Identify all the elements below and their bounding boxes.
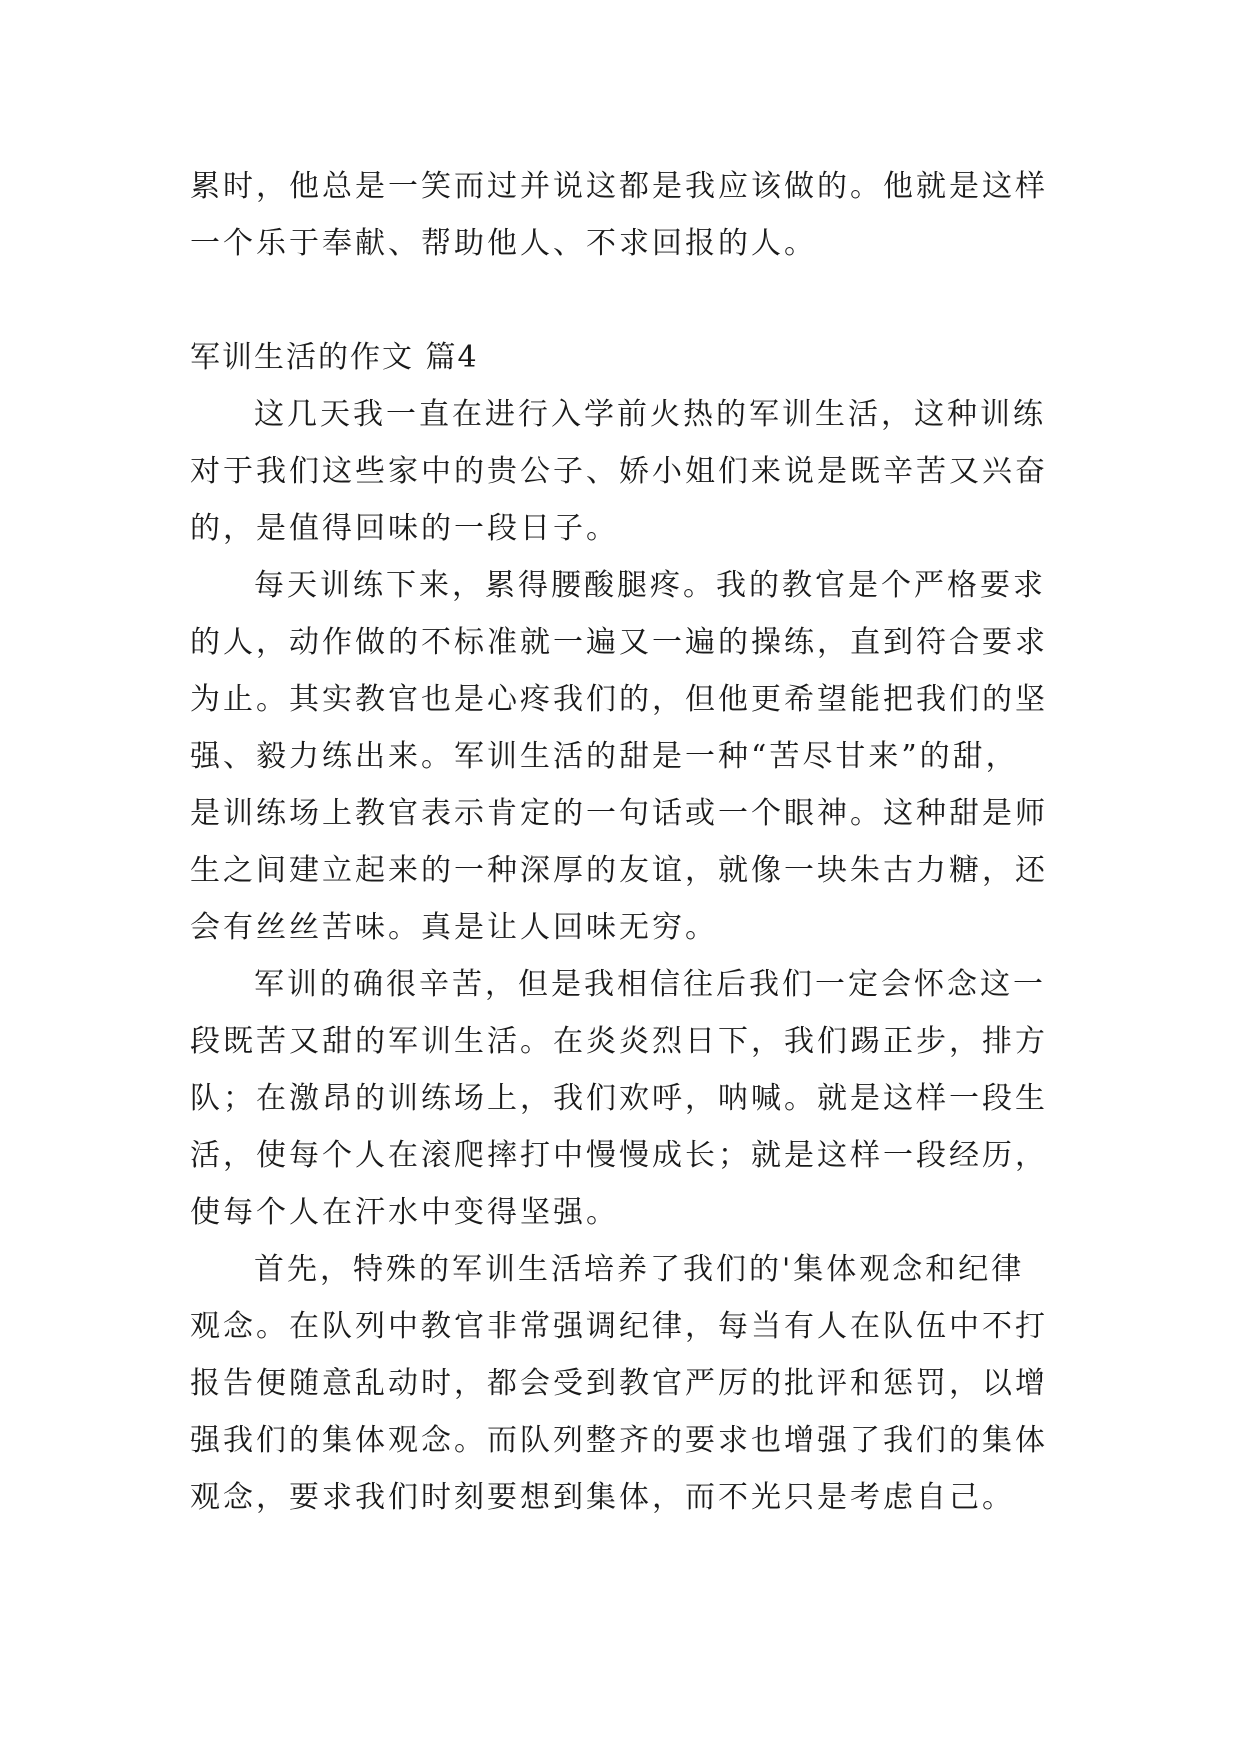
paragraph-line: 军训的确很辛苦，但是我相信往后我们一定会怀念这一 xyxy=(254,967,1046,1002)
paragraph-line: 对于我们这些家中的贵公子、娇小姐们来说是既辛苦又兴奋 xyxy=(190,454,1048,489)
document-content xyxy=(190,158,1050,1526)
paragraph-line: 首先，特殊的军训生活培养了我们的'集体观念和纪律 xyxy=(254,1252,1025,1287)
paragraph-line: 是训练场上教官表示肯定的一句话或一个眼神。这种甜是师 xyxy=(190,796,1048,831)
paragraph-line: 为止。其实教官也是心疼我们的，但他更希望能把我们的坚 xyxy=(190,682,1048,717)
paragraph-line: 观念。在队列中教官非常强调纪律，每当有人在队伍中不打 xyxy=(190,1309,1048,1344)
section-title: 军训生活的作文 篇4 xyxy=(190,340,479,375)
paragraph xyxy=(190,386,1050,557)
intro-line: 一个乐于奉献、帮助他人、不求回报的人。 xyxy=(190,226,817,261)
paragraph xyxy=(190,557,1050,956)
paragraph-line: 使每个人在汗水中变得坚强。 xyxy=(190,1195,619,1230)
paragraph-line: 观念，要求我们时刻要想到集体，而不光只是考虑自己。 xyxy=(190,1480,1015,1515)
paragraph-line: 强、毅力练出来。军训生活的甜是一种“苦尽甘来”的甜， xyxy=(190,739,1019,774)
paragraph-line: 的，是值得回味的一段日子。 xyxy=(190,511,619,546)
paragraph-line: 每天训练下来，累得腰酸腿疼。我的教官是个严格要求 xyxy=(254,568,1046,603)
paragraph-line: 这几天我一直在进行入学前火热的军训生活，这种训练 xyxy=(254,397,1046,432)
paragraph-line: 的人，动作做的不标准就一遍又一遍的操练，直到符合要求 xyxy=(190,625,1048,660)
paragraph-line: 报告便随意乱动时，都会受到教官严厉的批评和惩罚，以增 xyxy=(190,1366,1048,1401)
paragraph-line: 段既苦又甜的军训生活。在炎炎烈日下，我们踢正步，排方 xyxy=(190,1024,1048,1059)
paragraph-line: 队；在激昂的训练场上，我们欢呼，呐喊。就是这样一段生 xyxy=(190,1081,1048,1116)
paragraph xyxy=(190,956,1050,1241)
paragraph-line: 活，使每个人在滚爬摔打中慢慢成长；就是这样一段经历， xyxy=(190,1138,1048,1173)
intro-line: 累时，他总是一笑而过并说这都是我应该做的。他就是这样 xyxy=(190,169,1048,204)
spacer xyxy=(190,272,1050,329)
paragraph-line: 会有丝丝苦味。真是让人回味无穷。 xyxy=(190,910,718,945)
paragraph xyxy=(190,1241,1050,1526)
paragraph-line: 生之间建立起来的一种深厚的友谊，就像一块朱古力糖，还 xyxy=(190,853,1048,888)
paragraph-line: 强我们的集体观念。而队列整齐的要求也增强了我们的集体 xyxy=(190,1423,1048,1458)
